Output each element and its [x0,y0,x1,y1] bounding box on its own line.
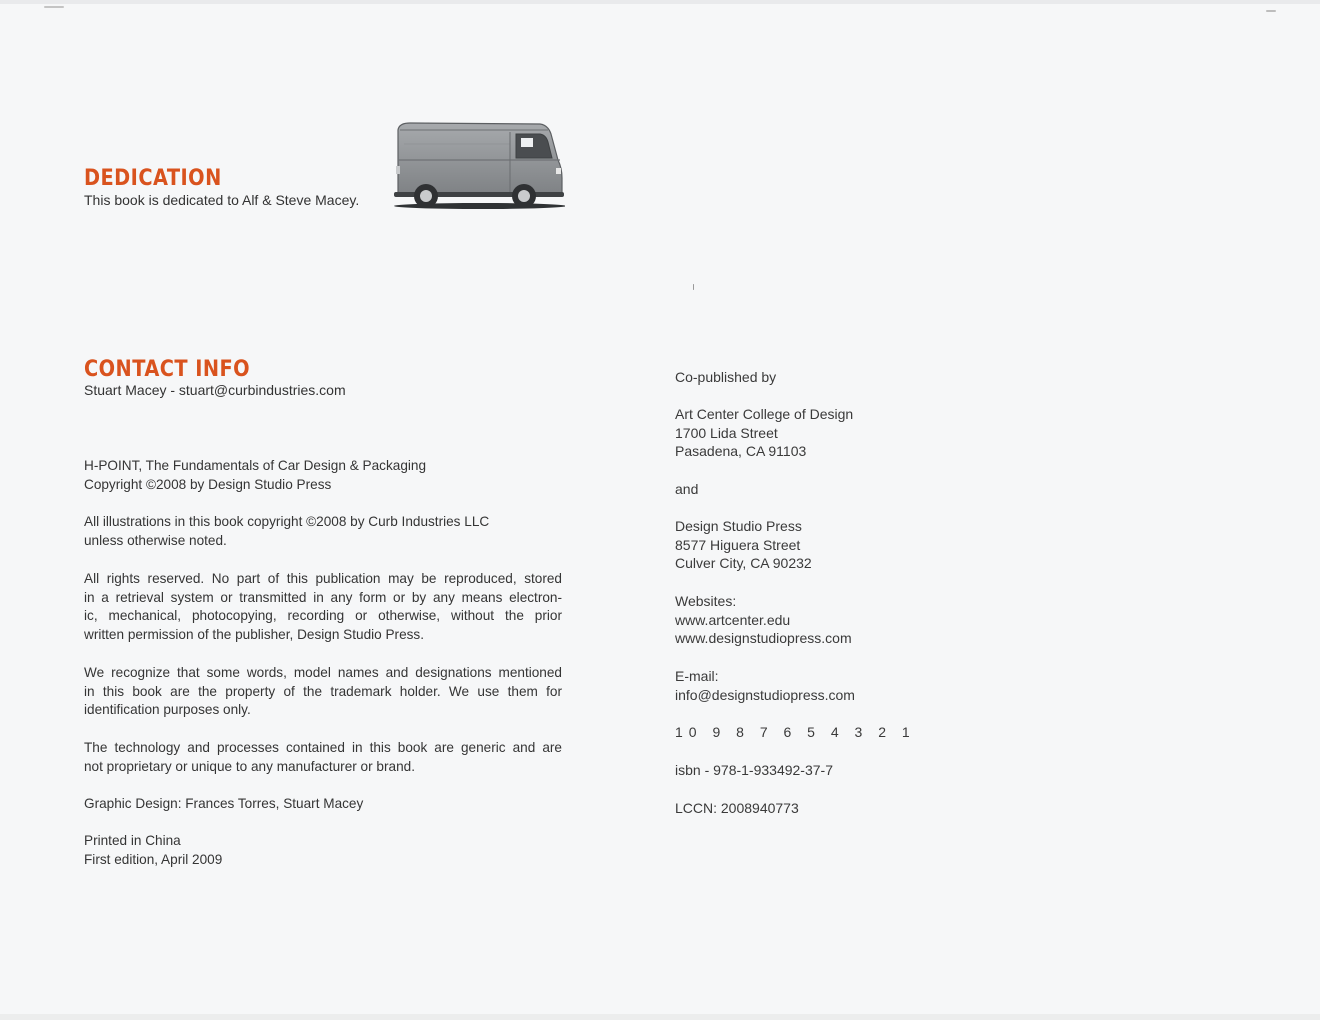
isbn-line: isbn - 978-1-933492-37-7 [675,762,833,778]
dedication-heading: DEDICATION [84,166,222,191]
and-text: and [675,481,699,497]
publisher-line: 1700 Lida Street [675,424,778,441]
publisher-line: 8577 Higuera Street [675,536,801,553]
rights-line: ic, mechanical, photocopying, recording or otherwise, without the prior [84,608,562,624]
illustrations-notice [84,513,562,550]
isbn-block [675,761,975,780]
contact-text: Stuart Macey - stuart@curbindustries.com [84,382,346,398]
rights-line: in a retrieval system or transmitted in any form or by any means electron- [84,589,562,605]
printed-in-line: Printed in China [84,833,181,848]
illustrations-line: unless otherwise noted. [84,532,227,548]
scan-speck [1266,10,1276,12]
lccn-line: LCCN: 2008940773 [675,800,799,816]
copyright-line: Copyright ©2008 by Design Studio Press [84,476,332,492]
print-numbers-line: 10 9 8 7 6 5 4 3 2 1 [675,724,916,740]
contact-heading: CONTACT INFO [84,357,251,382]
technology-notice [84,739,562,776]
dedication-text: This book is dedicated to Alf & Steve Macey. [84,192,360,208]
illustrations-line: All illustrations in this book copyright ©2008 by Curb Industries LLC [84,514,490,529]
email-address: info@designstudiopress.com [675,686,855,703]
rights-line: written permission of the publisher, Design Studio Press. [84,626,425,642]
lccn-block [675,799,975,818]
print-numbers [675,723,975,742]
book-title-copyright [84,457,562,494]
book-title: H-POINT, The Fundamentals of Car Design & Packaging [84,458,427,473]
scan-edge-bottom [0,1014,1320,1020]
printing-info [84,832,562,869]
copublished-text: Co-published by [675,369,777,385]
and-label [675,480,975,499]
scan-speck [44,6,64,8]
email-label: E-mail: [675,668,719,684]
graphic-design-line: Graphic Design: Frances Torres, Stuart Macey [84,796,364,811]
rights-notice [84,570,562,644]
edition-line: First edition, April 2009 [84,851,223,867]
delivery-van-icon [390,120,565,212]
scan-edge-top [0,0,1320,4]
publisher-line: Art Center College of Design [675,406,854,422]
graphic-design-credit [84,795,562,814]
publisher-line: Culver City, CA 90232 [675,555,812,572]
technology-line: The technology and processes contained in this book are generic and are [84,740,562,755]
trademark-notice [84,664,562,720]
website-link: www.artcenter.edu [675,611,791,628]
website-link: www.designstudiopress.com [675,630,852,647]
publisher-line: Design Studio Press [675,518,802,534]
rights-line: All rights reserved. No part of this publication may be reproduced, stored [84,571,562,586]
publisher-line: Pasadena, CA 91103 [675,443,807,460]
trademark-line: identification purposes only. [84,702,251,718]
copublished-label [675,368,975,387]
websites-label: Websites: [675,593,737,609]
publisher-artcenter [675,405,975,461]
publisher-dsp [675,517,975,573]
email-block [675,667,975,704]
scan-speck [693,284,694,290]
websites-block [675,592,975,648]
technology-line: not proprietary or unique to any manufacturer or brand. [84,758,415,774]
trademark-line: in this book are the property of the trademark holder. We use them for [84,683,562,699]
trademark-line: We recognize that some words, model names and designations mentioned [84,665,562,680]
